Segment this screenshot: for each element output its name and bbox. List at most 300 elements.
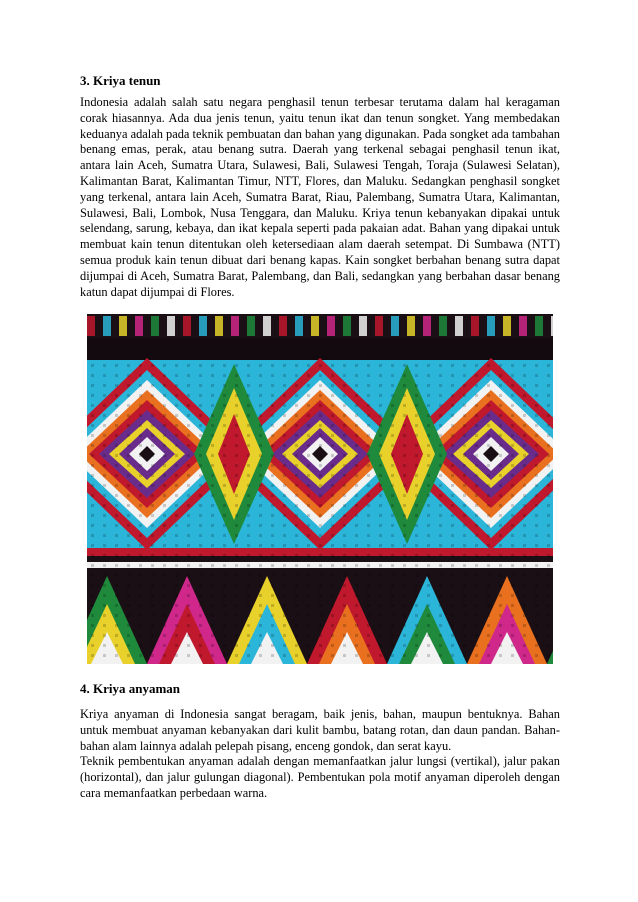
weave-dot xyxy=(523,524,526,527)
weave-dot xyxy=(379,544,382,547)
weave-dot xyxy=(115,654,118,657)
weave-dot xyxy=(451,474,454,477)
weave-dot xyxy=(415,644,418,647)
weave-dot xyxy=(487,594,490,597)
weave-dot xyxy=(175,584,178,587)
section-heading-kriya-tenun: 3. Kriya tenun xyxy=(80,73,161,88)
weave-dot xyxy=(511,534,514,537)
weave-dot xyxy=(379,624,382,627)
weave-dot xyxy=(235,564,238,567)
weave-dot xyxy=(223,464,226,467)
weave-dot xyxy=(343,544,346,547)
weave-dot xyxy=(163,494,166,497)
top-border-stripe xyxy=(503,316,511,336)
weave-dot xyxy=(343,424,346,427)
weave-dot xyxy=(295,554,298,557)
weave-dot xyxy=(175,464,178,467)
weave-dot xyxy=(151,394,154,397)
weave-dot xyxy=(499,604,502,607)
weave-dot xyxy=(439,604,442,607)
weave-dot xyxy=(91,624,94,627)
weave-dot xyxy=(451,524,454,527)
weave-dot xyxy=(547,594,550,597)
weave-dot xyxy=(163,574,166,577)
weave-dot xyxy=(187,574,190,577)
weave-dot xyxy=(199,594,202,597)
weave-dot xyxy=(547,654,550,657)
weave-dot xyxy=(127,394,130,397)
weave-dot xyxy=(235,614,238,617)
weave-dot xyxy=(415,564,418,567)
weave-dot xyxy=(175,534,178,537)
weave-dot xyxy=(115,504,118,507)
weave-dot xyxy=(199,454,202,457)
weave-dot xyxy=(283,604,286,607)
weave-dot xyxy=(379,374,382,377)
weave-dot xyxy=(211,534,214,537)
weave-dot xyxy=(163,614,166,617)
weave-dot xyxy=(427,464,430,467)
weave-dot xyxy=(511,454,514,457)
weave-dot xyxy=(271,574,274,577)
weave-dot xyxy=(139,644,142,647)
weave-dot xyxy=(499,434,502,437)
weave-dot xyxy=(259,374,262,377)
weave-dot xyxy=(283,434,286,437)
weave-dot xyxy=(163,584,166,587)
weave-dot xyxy=(151,644,154,647)
weave-dot xyxy=(283,624,286,627)
weave-dot xyxy=(487,654,490,657)
weave-dot xyxy=(427,404,430,407)
weave-dot xyxy=(247,394,250,397)
weave-dot xyxy=(163,444,166,447)
weave-dot xyxy=(115,384,118,387)
paragraph-text-2: Teknik pembentukan anyaman adalah dengan memanfaatkan jalur lungsi (vertikal), jalur pakan (horizontal), dan jalur gulungan diagonal). Pembentukan pola motif anyaman diperoleh dengan cara memanfaatkan perbedaan warna. xyxy=(80,754,560,800)
weave-dot xyxy=(511,614,514,617)
weave-dot xyxy=(259,654,262,657)
weave-dot xyxy=(259,434,262,437)
weave-dot xyxy=(163,534,166,537)
weave-dot xyxy=(319,574,322,577)
weave-dot xyxy=(535,414,538,417)
weave-dot xyxy=(103,544,106,547)
weave-dot xyxy=(367,454,370,457)
weave-dot xyxy=(187,494,190,497)
weave-dot xyxy=(379,574,382,577)
weave-dot xyxy=(475,604,478,607)
weave-dot xyxy=(379,504,382,507)
weave-dot xyxy=(367,374,370,377)
weave-dot xyxy=(163,624,166,627)
weave-dot xyxy=(295,424,298,427)
weave-dot xyxy=(115,594,118,597)
weave-dot xyxy=(259,554,262,557)
weave-dot xyxy=(199,504,202,507)
weave-dot xyxy=(175,444,178,447)
weave-dot xyxy=(439,404,442,407)
weave-dot xyxy=(283,514,286,517)
weave-dot xyxy=(115,614,118,617)
weave-dot xyxy=(463,594,466,597)
weave-dot xyxy=(547,504,550,507)
weave-dot xyxy=(91,584,94,587)
weave-dot xyxy=(343,594,346,597)
weave-dot xyxy=(451,394,454,397)
weave-dot xyxy=(187,554,190,557)
weave-dot xyxy=(199,554,202,557)
weave-dot xyxy=(463,494,466,497)
weave-dot xyxy=(283,484,286,487)
weave-dot xyxy=(403,564,406,567)
weave-dot xyxy=(103,444,106,447)
weave-dot xyxy=(115,534,118,537)
weave-dot xyxy=(331,504,334,507)
weave-dot xyxy=(91,544,94,547)
weave-dot xyxy=(343,434,346,437)
weave-dot xyxy=(355,364,358,367)
weave-dot xyxy=(367,614,370,617)
weave-dot xyxy=(475,564,478,567)
weave-dot xyxy=(499,414,502,417)
weave-dot xyxy=(379,464,382,467)
weave-dot xyxy=(391,554,394,557)
weave-dot xyxy=(187,384,190,387)
weave-dot xyxy=(391,584,394,587)
weave-dot xyxy=(523,434,526,437)
weave-dot xyxy=(355,524,358,527)
weave-dot xyxy=(331,414,334,417)
weave-dot xyxy=(319,424,322,427)
weave-dot xyxy=(415,444,418,447)
weave-dot xyxy=(163,634,166,637)
weave-dot xyxy=(223,404,226,407)
weave-dot xyxy=(319,544,322,547)
weave-dot xyxy=(547,414,550,417)
weave-dot xyxy=(91,494,94,497)
weave-dot xyxy=(235,584,238,587)
weave-dot xyxy=(343,534,346,537)
weave-dot xyxy=(139,594,142,597)
weave-dot xyxy=(439,644,442,647)
weave-dot xyxy=(427,634,430,637)
weave-dot xyxy=(319,394,322,397)
weave-dot xyxy=(259,584,262,587)
weave-dot xyxy=(547,564,550,567)
weave-dot xyxy=(235,414,238,417)
weave-dot xyxy=(103,394,106,397)
weave-dot xyxy=(223,384,226,387)
weave-dot xyxy=(115,624,118,627)
weave-dot xyxy=(175,504,178,507)
weave-dot xyxy=(463,394,466,397)
weave-dot xyxy=(463,584,466,587)
weave-dot xyxy=(547,584,550,587)
weave-dot xyxy=(283,404,286,407)
weave-dot xyxy=(199,524,202,527)
weave-dot xyxy=(355,624,358,627)
weave-dot xyxy=(211,614,214,617)
weave-dot xyxy=(187,614,190,617)
weave-dot xyxy=(127,554,130,557)
weave-dot xyxy=(367,394,370,397)
weave-dot xyxy=(235,574,238,577)
weave-dot xyxy=(187,584,190,587)
weave-dot xyxy=(235,644,238,647)
weave-dot xyxy=(535,584,538,587)
weave-dot xyxy=(523,584,526,587)
weave-dot xyxy=(211,584,214,587)
weave-dot xyxy=(367,604,370,607)
weave-dot xyxy=(523,594,526,597)
weave-dot xyxy=(547,464,550,467)
weave-dot xyxy=(331,524,334,527)
weave-dot xyxy=(415,384,418,387)
weave-dot xyxy=(523,414,526,417)
weave-dot xyxy=(103,654,106,657)
weave-dot xyxy=(199,624,202,627)
weave-dot xyxy=(523,454,526,457)
weave-dot xyxy=(547,534,550,537)
weave-dot xyxy=(247,474,250,477)
weave-dot xyxy=(115,474,118,477)
weave-dot xyxy=(127,454,130,457)
weave-dot xyxy=(235,514,238,517)
weave-dot xyxy=(355,594,358,597)
weave-dot xyxy=(415,484,418,487)
weave-dot xyxy=(379,604,382,607)
weave-dot xyxy=(319,434,322,437)
weave-dot xyxy=(547,424,550,427)
weave-dot xyxy=(127,504,130,507)
weave-dot xyxy=(331,364,334,367)
weave-dot xyxy=(103,454,106,457)
weave-dot xyxy=(379,644,382,647)
weave-dot xyxy=(499,614,502,617)
weave-dot xyxy=(391,564,394,567)
weave-dot xyxy=(463,454,466,457)
weave-dot xyxy=(523,614,526,617)
weave-dot xyxy=(379,394,382,397)
weave-dot xyxy=(199,404,202,407)
weave-dot xyxy=(439,654,442,657)
weave-dot xyxy=(403,624,406,627)
weave-dot xyxy=(367,574,370,577)
weave-dot xyxy=(439,634,442,637)
weave-dot xyxy=(547,364,550,367)
weave-dot xyxy=(211,424,214,427)
weave-dot xyxy=(115,644,118,647)
weave-dot xyxy=(331,464,334,467)
top-border-stripe xyxy=(343,316,351,336)
weave-dot xyxy=(487,634,490,637)
weave-dot xyxy=(283,584,286,587)
weave-dot xyxy=(175,524,178,527)
weave-dot xyxy=(295,604,298,607)
weave-dot xyxy=(307,464,310,467)
weave-dot xyxy=(547,444,550,447)
weave-dot xyxy=(379,364,382,367)
weave-dot xyxy=(163,364,166,367)
weave-dot xyxy=(499,394,502,397)
weave-dot xyxy=(307,514,310,517)
weave-dot xyxy=(91,634,94,637)
weave-dot xyxy=(115,574,118,577)
weave-dot xyxy=(163,464,166,467)
weave-dot xyxy=(139,364,142,367)
weave-dot xyxy=(427,534,430,537)
weave-dot xyxy=(103,644,106,647)
weave-dot xyxy=(415,614,418,617)
weave-dot xyxy=(391,514,394,517)
weave-dot xyxy=(535,624,538,627)
weave-dot xyxy=(199,644,202,647)
weave-dot xyxy=(271,604,274,607)
weave-dot xyxy=(151,624,154,627)
weave-dot xyxy=(499,424,502,427)
weave-dot xyxy=(427,604,430,607)
weave-dot xyxy=(487,624,490,627)
weave-dot xyxy=(523,624,526,627)
weave-dot xyxy=(379,484,382,487)
weave-dot xyxy=(523,464,526,467)
weave-dot xyxy=(367,364,370,367)
weave-dot xyxy=(451,584,454,587)
weave-dot xyxy=(511,414,514,417)
weave-dot xyxy=(199,614,202,617)
weave-dot xyxy=(415,524,418,527)
weave-dot xyxy=(163,384,166,387)
weave-dot xyxy=(307,434,310,437)
weave-dot xyxy=(307,614,310,617)
weave-dot xyxy=(367,514,370,517)
weave-dot xyxy=(463,614,466,617)
weave-dot xyxy=(259,484,262,487)
weave-dot xyxy=(163,374,166,377)
weave-dot xyxy=(235,524,238,527)
weave-dot xyxy=(391,624,394,627)
weave-dot xyxy=(259,574,262,577)
weave-dot xyxy=(355,484,358,487)
weave-dot xyxy=(535,454,538,457)
weave-dot xyxy=(139,424,142,427)
weave-dot xyxy=(199,574,202,577)
weave-dot xyxy=(175,404,178,407)
weave-dot xyxy=(283,474,286,477)
weave-dot xyxy=(355,654,358,657)
weave-dot xyxy=(367,534,370,537)
weave-dot xyxy=(115,484,118,487)
weave-dot xyxy=(91,364,94,367)
weave-dot xyxy=(367,504,370,507)
weave-dot xyxy=(211,644,214,647)
weave-dot xyxy=(451,544,454,547)
weave-dot xyxy=(403,384,406,387)
weave-dot xyxy=(355,634,358,637)
weave-dot xyxy=(223,624,226,627)
weave-dot xyxy=(499,374,502,377)
weave-dot xyxy=(499,564,502,567)
weave-dot xyxy=(223,424,226,427)
weave-dot xyxy=(271,624,274,627)
weave-dot xyxy=(295,394,298,397)
weave-dot xyxy=(535,474,538,477)
weave-dot xyxy=(175,424,178,427)
weave-dot xyxy=(163,424,166,427)
weave-dot xyxy=(307,574,310,577)
weave-dot xyxy=(523,404,526,407)
weave-dot xyxy=(439,414,442,417)
weave-dot xyxy=(247,464,250,467)
weave-dot xyxy=(427,424,430,427)
weave-dot xyxy=(451,374,454,377)
weave-dot xyxy=(319,504,322,507)
weave-dot xyxy=(235,654,238,657)
weave-dot xyxy=(211,454,214,457)
weave-dot xyxy=(115,544,118,547)
weave-dot xyxy=(391,424,394,427)
weave-dot xyxy=(223,374,226,377)
weave-dot xyxy=(271,444,274,447)
weave-dot xyxy=(439,464,442,467)
weave-dot xyxy=(331,604,334,607)
weave-dot xyxy=(211,554,214,557)
weave-dot xyxy=(187,394,190,397)
weave-dot xyxy=(175,454,178,457)
weave-dot xyxy=(115,434,118,437)
weave-dot xyxy=(283,614,286,617)
weave-dot xyxy=(511,644,514,647)
weave-dot xyxy=(319,464,322,467)
weave-dot xyxy=(151,614,154,617)
weave-dot xyxy=(331,394,334,397)
weave-dot xyxy=(223,514,226,517)
weave-dot xyxy=(475,494,478,497)
weave-dot xyxy=(127,494,130,497)
weave-dot xyxy=(523,384,526,387)
weave-dot xyxy=(187,604,190,607)
weave-dot xyxy=(451,634,454,637)
weave-dot xyxy=(151,594,154,597)
weave-dot xyxy=(271,434,274,437)
top-border-stripe xyxy=(423,316,431,336)
weave-dot xyxy=(379,444,382,447)
weave-dot xyxy=(283,364,286,367)
weave-dot xyxy=(115,524,118,527)
weave-dot xyxy=(499,534,502,537)
dark-band xyxy=(87,338,553,360)
weave-dot xyxy=(283,524,286,527)
weave-dot xyxy=(199,634,202,637)
weave-dot xyxy=(535,644,538,647)
weave-dot xyxy=(91,404,94,407)
weave-dot xyxy=(487,424,490,427)
weave-dot xyxy=(151,454,154,457)
weave-dot xyxy=(91,594,94,597)
weave-dot xyxy=(547,434,550,437)
weave-dot xyxy=(295,584,298,587)
weave-dot xyxy=(259,384,262,387)
weave-dot xyxy=(511,464,514,467)
weave-dot xyxy=(391,654,394,657)
weave-dot xyxy=(307,454,310,457)
weave-dot xyxy=(91,534,94,537)
weave-dot xyxy=(403,604,406,607)
weave-dot xyxy=(175,634,178,637)
weave-dot xyxy=(115,494,118,497)
weave-dot xyxy=(211,504,214,507)
weave-dot xyxy=(247,644,250,647)
